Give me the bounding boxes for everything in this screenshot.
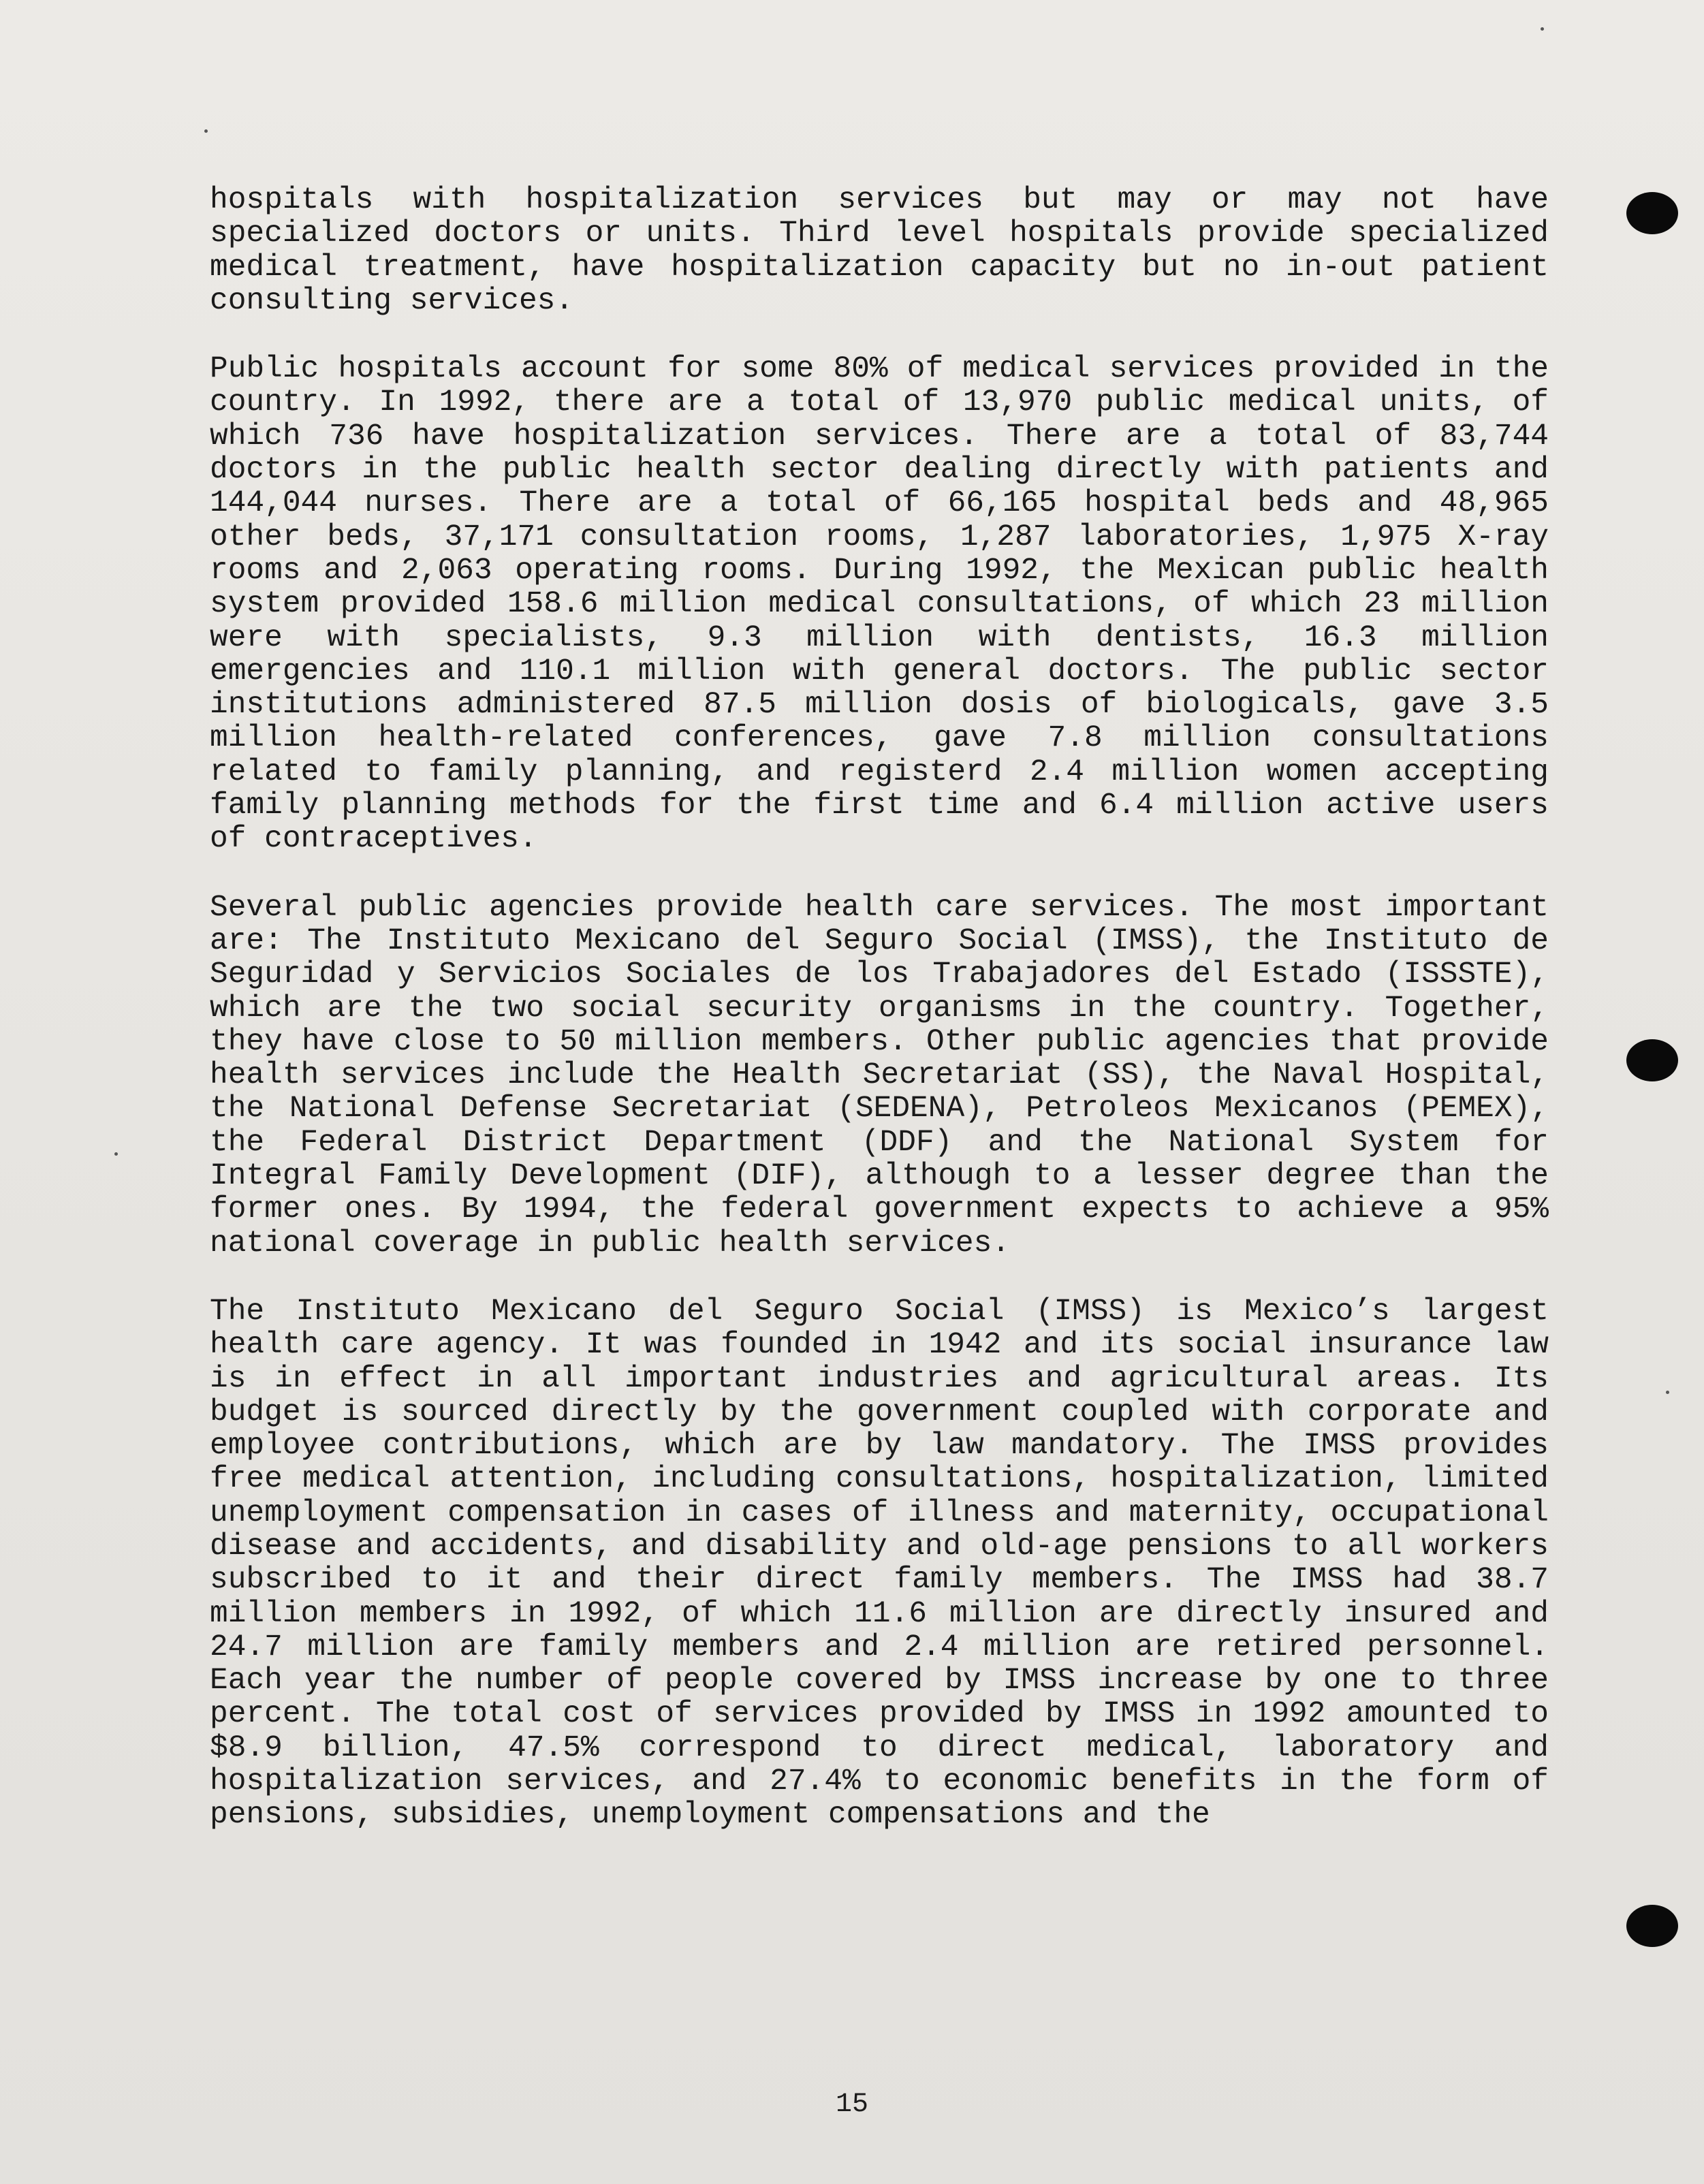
paragraph-public-agencies: Several public agencies provide health care services. The most important are: The Instituto Mexicano del Seguro Social (IMSS), the Instituto de Seguridad y Servicios Sociales de los Trabajadores del Estado (ISSSTE), which are the two social security organisms in the country. Together, they have close to 50 million members. Other public agencies that provide health services include the Health Secretariat (SS), the Naval Hospital, the National Defense Secretariat (SEDENA), Petroleos Mexicanos (PEMEX), the Federal District Department (DDF) and the National System for Integral Family Development (DIF), although to a lesser degree than the former ones. By 1994, the federal government expects to achieve a 95% national coverage in public health services. [210,890,1549,1261]
punch-hole [1626,1039,1678,1081]
paper-speck [204,129,208,133]
page-body [210,184,1549,1867]
paragraph-imss: The Instituto Mexicano del Seguro Social (IMSS) is Mexico’s largest health care agency. It was founded in 1942 and its social insurance law is in effect in all important industries and agricultural areas. Its budget is sourced directly by the government coupled with corporate and employee contributions, which are by law mandatory. The IMSS provides free medical attention, including consultations, hospitalization, limited unemployment compensation in cases of illness and maternity, occupational disease and accidents, and disability and old-age pensions to all workers subscribed to it and their direct family members. The IMSS had 38.7 million members in 1992, of which 11.6 million are directly insured and 24.7 million are family members and 2.4 million are retired personnel. Each year the number of people covered by IMSS increase by one to three percent. The total cost of services provided by IMSS in 1992 amounted to $8.9 billion, 47.5% correspond to direct medical, laboratory and hospitalization services, and 27.4% to economic benefits in the form of pensions, subsidies, unemployment compensations and the [210,1294,1549,1833]
punch-hole [1626,1905,1678,1947]
punch-hole [1626,192,1678,234]
paragraph-hospital-levels: hospitals with hospitalization services but may or may not have specialized doctors or units. Third level hospitals provide specialized medical treatment, have hospitalization capacity but no in-out patient consulting services. [210,183,1549,318]
paper-speck [1666,1391,1669,1394]
paper-speck [1541,27,1544,31]
paper-speck [114,1152,118,1156]
paragraph-public-hospitals: Public hospitals account for some 80% of medical services provided in the country. In 1992, there are a total of 13,970 public medical units, of which 736 have hospitalization services. There are a total of 83,744 doctors in the public health sector dealing directly with patients and 144,044 nurses. There are a total of 66,165 hospital beds and 48,965 other beds, 37,171 consultation rooms, 1,287 laboratories, 1,975 X-ray rooms and 2,063 operating rooms. During 1992, the Mexican public health system provided 158.6 million medical consultations, of which 23 million were with specialists, 9.3 million with dentists, 16.3 million emergencies and 110.1 million with general doctors. The public sector institutions administered 87.5 million dosis of biologicals, gave 3.5 million health-related conferences, gave 7.8 million consultations related to family planning, and registerd 2.4 million women accepting family planning methods for the first time and 6.4 million active users of contraceptives. [210,352,1549,857]
page-number: 15 [835,2089,868,2120]
